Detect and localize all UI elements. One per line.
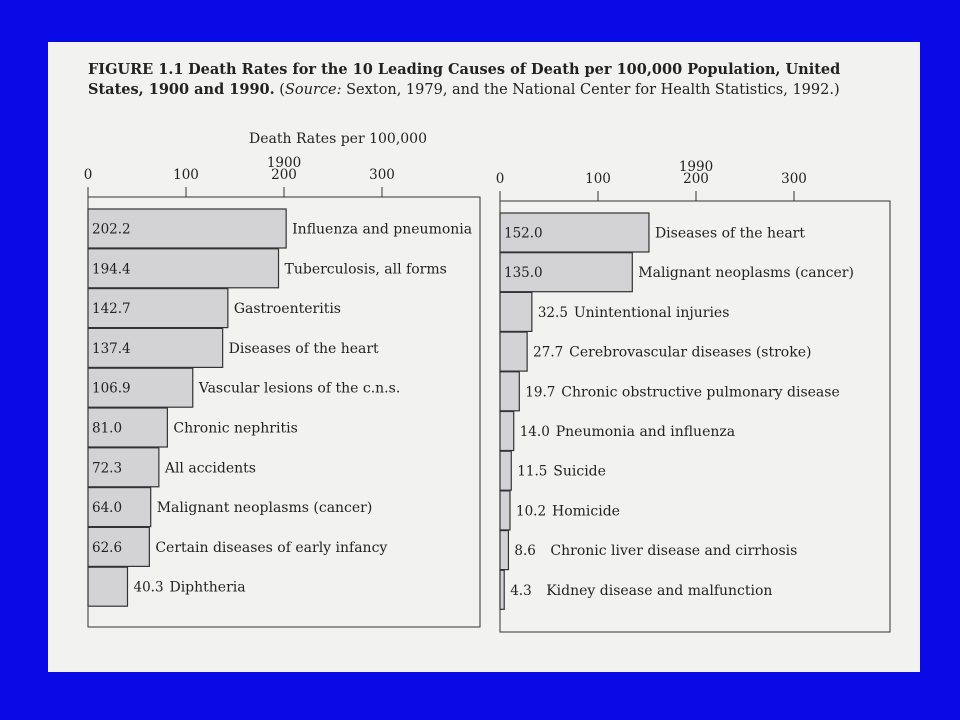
bar <box>500 531 508 570</box>
x-tick-label: 200 <box>683 171 709 187</box>
source-open: ( <box>279 82 285 98</box>
bar <box>88 567 127 606</box>
value-label: 202.2 <box>92 221 131 238</box>
bar <box>500 570 504 609</box>
value-label: 137.4 <box>92 340 131 357</box>
chart-panel-1990 <box>496 159 890 632</box>
bar-charts <box>48 42 920 672</box>
chart-panel-1900 <box>84 155 480 627</box>
value-label: 40.3 <box>133 579 164 596</box>
x-tick-label: 0 <box>495 171 505 187</box>
value-label: 19.7 <box>525 384 556 401</box>
value-label: 14.0 <box>519 424 550 440</box>
category-label: Vascular lesions of the c.n.s. <box>198 380 401 397</box>
category-label: Chronic nephritis <box>173 420 298 437</box>
category-label: Chronic liver disease and cirrhosis <box>550 543 798 560</box>
source-text: Sexton, 1979, and the National Center for Health Statistics, 1992.) <box>346 82 840 98</box>
value-label: 81.0 <box>92 420 123 437</box>
category-label: Pneumonia and influenza <box>555 424 736 440</box>
year-label: 1900 <box>266 155 302 171</box>
value-label: 4.3 <box>510 582 532 599</box>
value-label: 8.6 <box>514 543 536 560</box>
value-label: 27.7 <box>533 344 564 361</box>
bar <box>500 491 510 530</box>
figure-number: FIGURE 1.1 <box>88 61 184 78</box>
category-label: Kidney disease and malfunction <box>546 582 773 599</box>
x-tick-label: 300 <box>369 167 395 183</box>
value-label: 142.7 <box>92 301 131 318</box>
category-label: Chronic obstructive pulmonary disease <box>561 384 840 401</box>
value-label: 11.5 <box>517 463 548 480</box>
year-label: 1990 <box>678 159 714 175</box>
category-label: Cerebrovascular diseases (stroke) <box>569 344 812 361</box>
value-label: 194.4 <box>92 261 131 278</box>
category-label: Homicide <box>551 503 620 520</box>
bar <box>500 451 511 490</box>
x-tick-label: 0 <box>83 167 93 183</box>
value-label: 64.0 <box>92 500 123 517</box>
x-tick-label: 100 <box>585 171 611 187</box>
category-label: Gastroenteritis <box>233 301 341 318</box>
category-label: Malignant neoplasms (cancer) <box>638 265 854 282</box>
bar <box>500 412 514 451</box>
value-label: 135.0 <box>504 265 543 282</box>
value-label: 72.3 <box>92 460 123 477</box>
category-label: Influenza and pneumonia <box>292 221 473 238</box>
value-label: 152.0 <box>504 225 543 242</box>
value-label: 32.5 <box>537 304 568 321</box>
bar <box>500 332 527 371</box>
category-label: Suicide <box>553 463 606 480</box>
category-label: Tuberculosis, all forms <box>284 261 447 278</box>
bar <box>500 292 532 331</box>
x-tick-label: 200 <box>271 167 297 183</box>
category-label: All accidents <box>164 460 256 477</box>
bar <box>500 372 519 411</box>
category-label: Certain diseases of early infancy <box>155 539 388 556</box>
value-label: 10.2 <box>515 503 547 520</box>
source-label: Source: <box>284 82 342 98</box>
category-label: Unintentional injuries <box>573 304 730 321</box>
shared-axis-title: Death Rates per 100,000 <box>249 131 427 147</box>
value-label: 106.9 <box>92 380 131 397</box>
category-label: Diseases of the heart <box>654 225 805 242</box>
x-tick-label: 100 <box>173 167 199 183</box>
figure-sheet <box>48 42 920 672</box>
x-tick-label: 300 <box>781 171 807 187</box>
figure-title: Death Rates for the 10 Leading Causes of Death per 100,000 Population, United States, 1900 and 1990. <box>88 61 841 98</box>
value-label: 62.6 <box>92 539 123 556</box>
category-label: Malignant neoplasms (cancer) <box>156 500 373 517</box>
category-label: Diphtheria <box>169 579 246 596</box>
category-label: Diseases of the heart <box>228 340 379 357</box>
